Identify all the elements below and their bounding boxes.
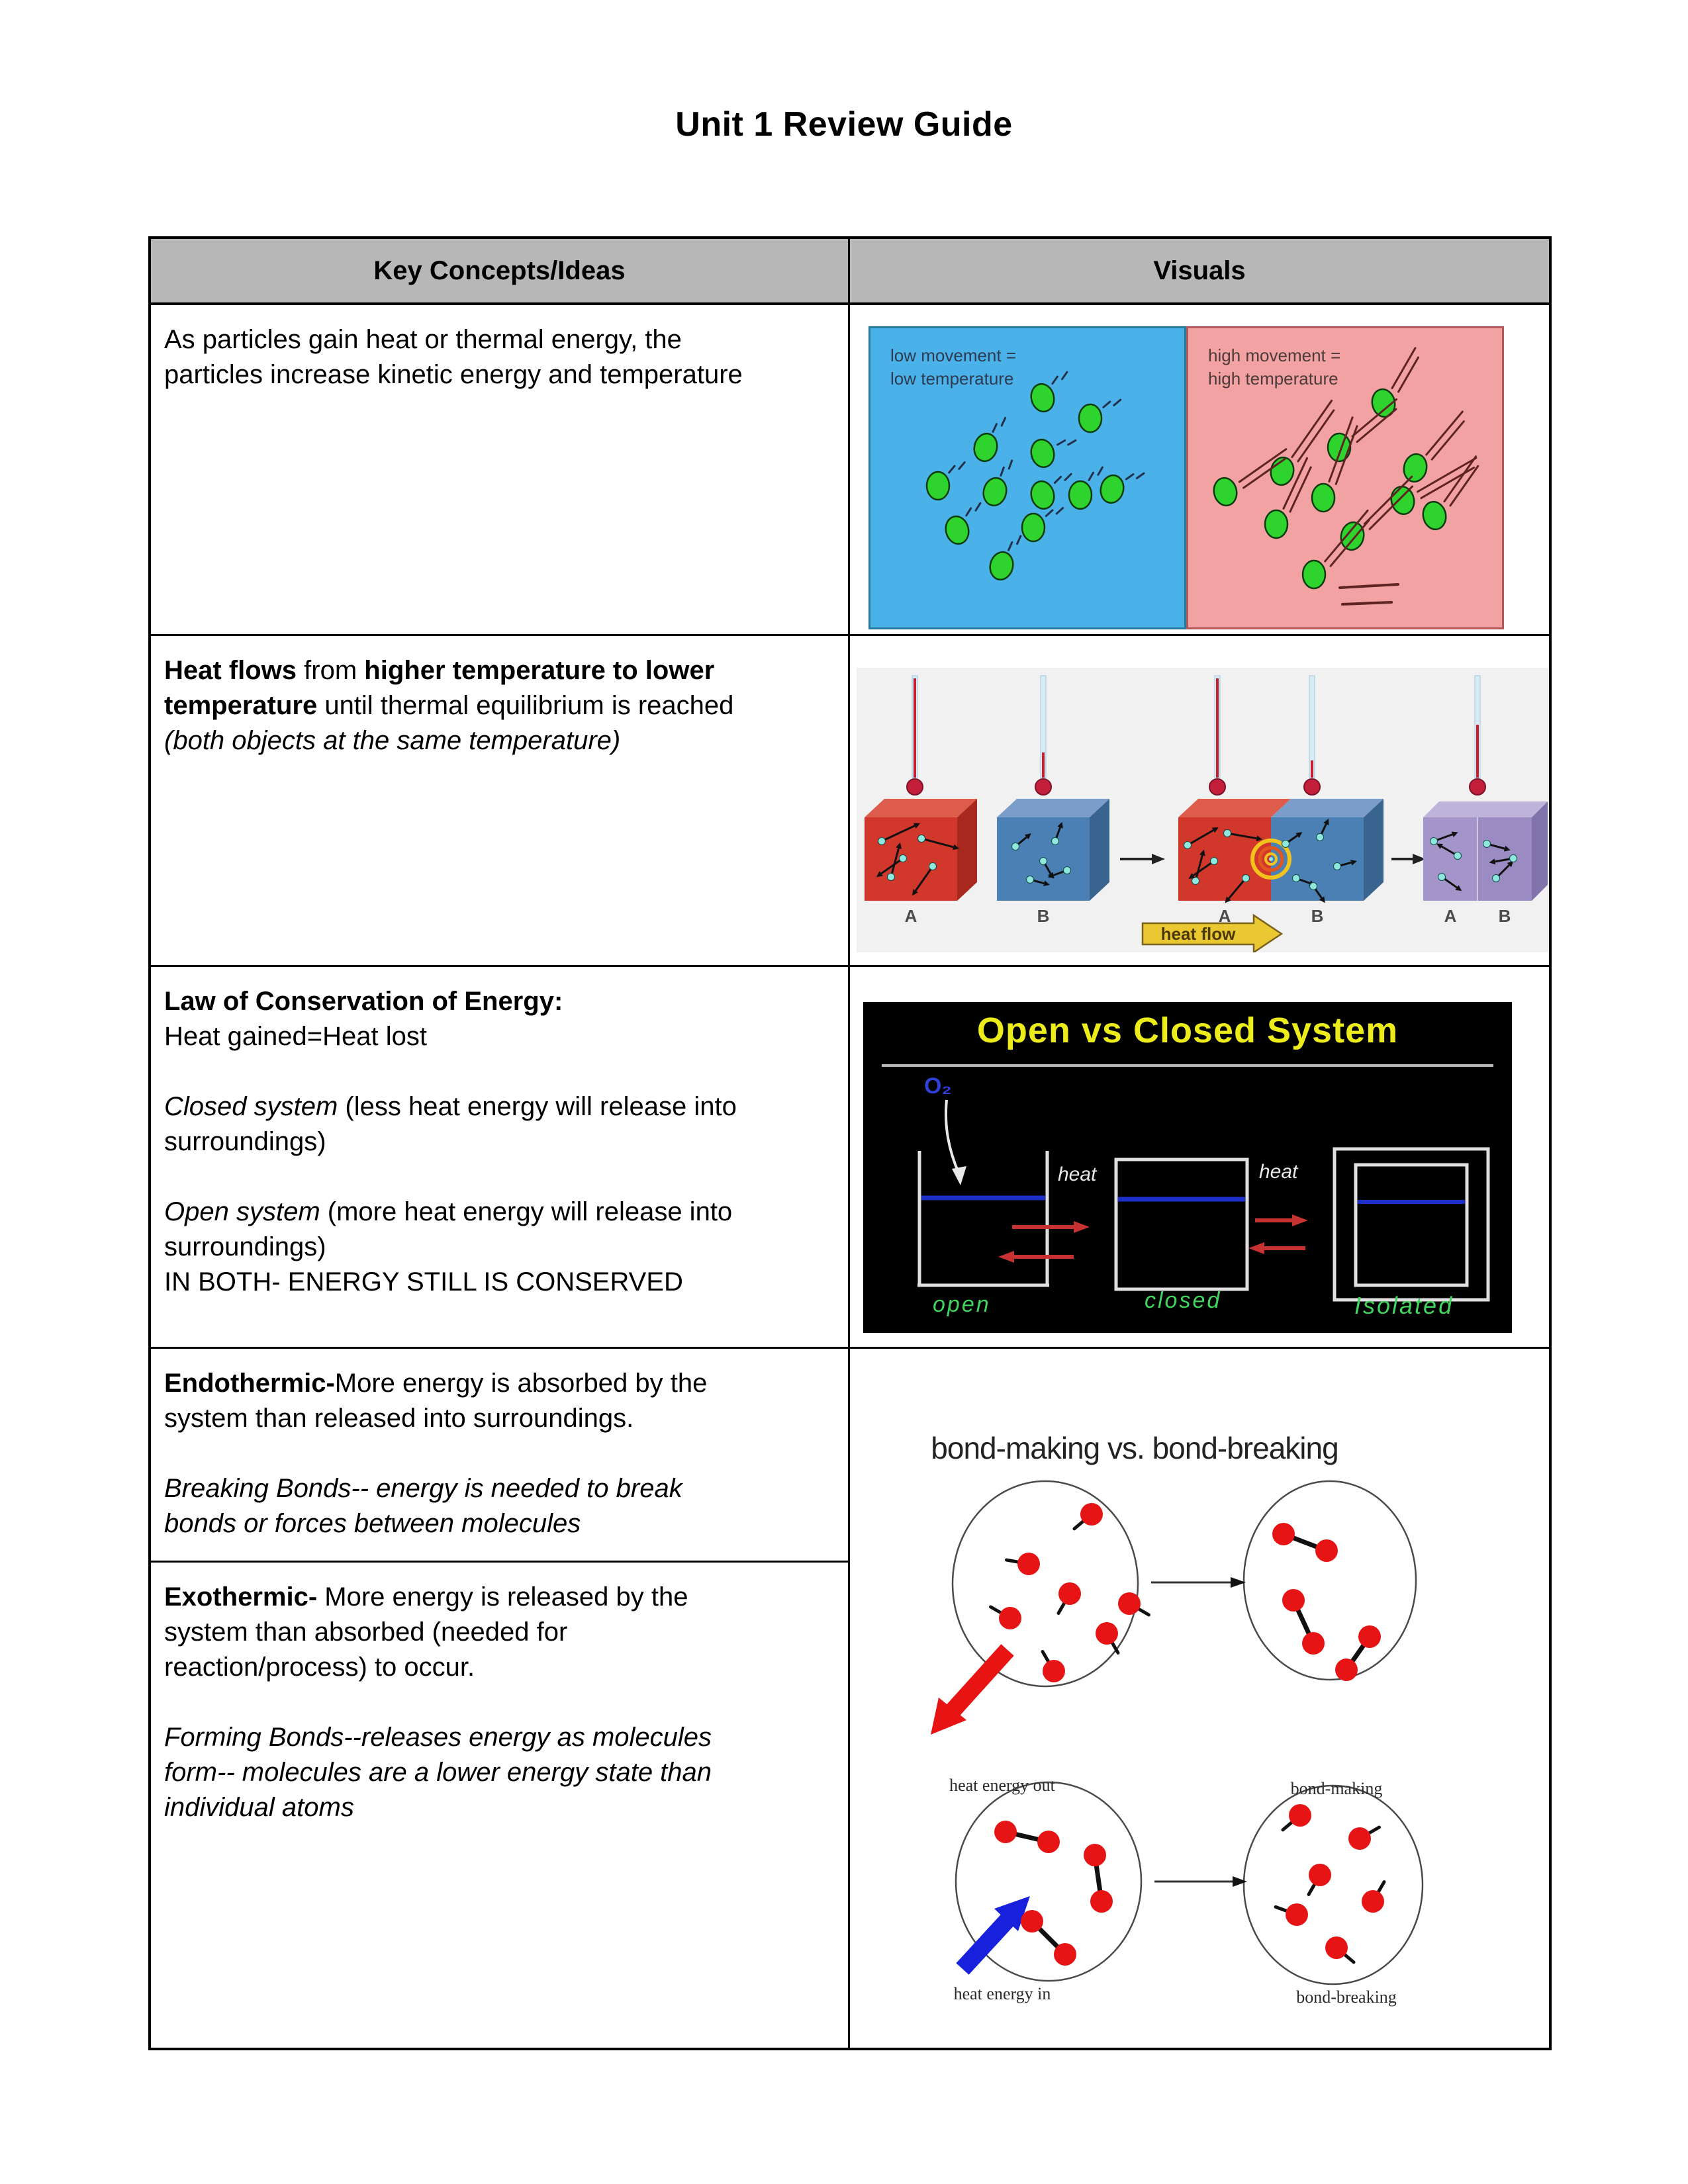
isolated-inner-box xyxy=(1356,1165,1467,1285)
cube-ab-equilibrium xyxy=(1423,801,1548,901)
heat-out-arrow-icon xyxy=(931,1650,1008,1735)
concept-cell-endothermic: Endothermic-More energy is absorbed by the system than released into surroundings. Breaking Bonds-- energy is needed to break bonds or forces between molecules xyxy=(151,1349,850,1563)
bond-breaking-label: bond-breaking xyxy=(1296,1987,1397,2007)
cube-label-b: B xyxy=(1498,906,1511,926)
cold-panel-label: low movement = low temperature xyxy=(890,345,1017,388)
heat-exchange-arrows xyxy=(1248,1214,1308,1254)
cube-label-a: A xyxy=(1444,906,1457,926)
heat-energy-in-label: heat energy in xyxy=(953,1984,1051,2003)
cube-ab-contact xyxy=(1178,799,1383,901)
cube-label-a: A xyxy=(1218,906,1231,926)
concept-cell-exothermic: Exothermic- More energy is released by the system than absorbed (needed for reaction/process) to occur. Forming Bonds--releases energy as molecules form-- molecules are a lower energy state than individual atoms xyxy=(151,1563,850,2048)
hot-panel-label: high movement = high temperature xyxy=(1208,345,1341,388)
cube-label-a: A xyxy=(904,906,917,926)
heat-label: heat xyxy=(1058,1163,1097,1185)
open-beaker xyxy=(917,1151,1049,1285)
open-label: open xyxy=(933,1292,991,1317)
cube-label-b: B xyxy=(1311,906,1324,926)
concept-cell-heatflow: Heat flows from higher temperature to lower temperature until thermal equilibrium is reached (both objects at the same temperature) xyxy=(151,636,850,967)
open-closed-drawing xyxy=(863,1002,1512,1333)
page-title: Unit 1 Review Guide xyxy=(675,105,1013,144)
visual-cell-openclosed xyxy=(850,967,1549,1349)
heat-exchange-arrows xyxy=(998,1221,1090,1263)
header-cell-visuals: Visuals xyxy=(850,239,1549,305)
heat-flow-figure xyxy=(857,668,1548,952)
concept-cell-kinetic: As particles gain heat or thermal energy, the particles increase kinetic energy and temperature xyxy=(151,305,850,636)
heat-flow-arrow-label: heat flow xyxy=(1160,924,1236,944)
o2-label: O₂ xyxy=(924,1073,952,1099)
stage-arrow-icon xyxy=(1120,854,1165,864)
open-closed-figure xyxy=(863,1002,1512,1333)
o2-arrow-icon xyxy=(946,1100,959,1173)
review-table xyxy=(148,236,1552,2050)
visual-cell-bonds xyxy=(850,1349,1549,2048)
heat-flow-arrow-icon xyxy=(1143,915,1282,952)
heat-label: heat xyxy=(1259,1161,1298,1183)
reaction-arrow-icon xyxy=(1154,1876,1247,1887)
isolated-outer-box xyxy=(1335,1149,1488,1300)
reaction-arrow-icon xyxy=(1151,1577,1246,1588)
open-closed-title: Open vs Closed System xyxy=(976,1011,1399,1050)
molecules-circle xyxy=(1244,1481,1416,1680)
bond-making-breaking-figure xyxy=(896,1425,1505,2021)
heat-energy-out-label: heat energy out xyxy=(949,1776,1055,1795)
particles-drawing xyxy=(868,326,1504,629)
stage-arrow-icon xyxy=(1391,854,1426,864)
bond-drawing xyxy=(896,1471,1505,2001)
particle-motion-figure xyxy=(868,326,1504,629)
header-cell-concepts: Key Concepts/Ideas xyxy=(151,239,850,305)
thermometer-icon xyxy=(907,676,1485,795)
heat-in-arrow-icon xyxy=(962,1896,1030,1969)
cube-label-b: B xyxy=(1037,906,1050,926)
heat-flow-drawing xyxy=(857,668,1548,952)
closed-beaker xyxy=(1116,1160,1247,1289)
o2-arrowhead-icon xyxy=(952,1166,966,1185)
concept-cell-law: Law of Conservation of Energy: Heat gained=Heat lost Closed system (less heat energy will release into surroundings) Open system (more heat energy will release into surroundings) IN BOTH- ENERGY STILL IS CONSERVED xyxy=(151,967,850,1349)
bond-figure-title: bond-making vs. bond-breaking xyxy=(931,1431,1338,1465)
closed-label: closed xyxy=(1145,1288,1222,1313)
isolated-label: Isolated xyxy=(1354,1292,1454,1319)
bond-making-label: bond-making xyxy=(1290,1779,1383,1798)
visual-cell-kinetic xyxy=(850,305,1549,636)
visual-cell-heatflow xyxy=(850,636,1549,967)
cube-a-red xyxy=(865,799,977,901)
